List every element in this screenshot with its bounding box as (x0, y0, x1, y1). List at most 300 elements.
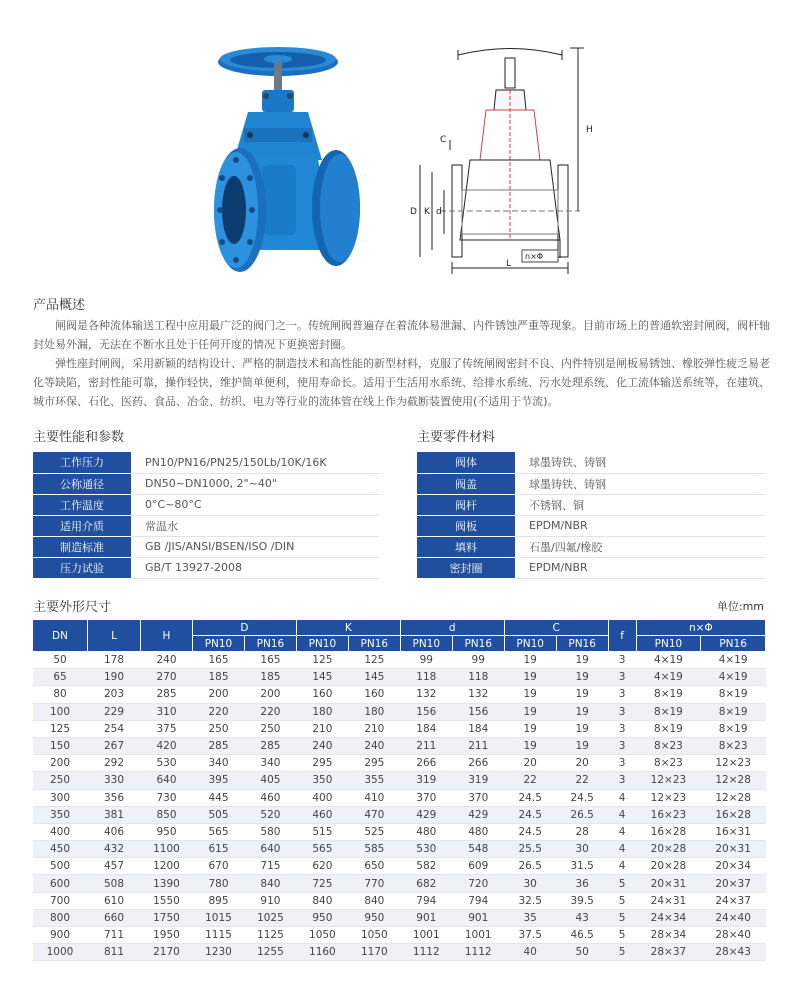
table-cell: 3 (608, 652, 636, 669)
drawing-label-d-outer: D (410, 207, 417, 217)
table-cell: 180 (348, 703, 400, 720)
table-cell: 118 (452, 669, 504, 686)
table-cell: 500 (33, 858, 88, 875)
table-cell: 22 (556, 772, 608, 789)
table-cell: 319 (452, 772, 504, 789)
materials-value: 球墨铸铁、铸钢 (515, 452, 765, 473)
sub-pn10: PN10 (504, 636, 556, 652)
table-cell: 3 (608, 703, 636, 720)
table-cell: 240 (348, 737, 400, 754)
overview-text (33, 316, 773, 411)
table-cell: 406 (88, 823, 141, 840)
sub-pn16: PN16 (701, 636, 766, 652)
table-cell: 8×23 (701, 737, 766, 754)
params-table (33, 452, 379, 579)
params-value: GB /JIS/ANSI/BSEN/ISO /DIN (131, 536, 379, 557)
table-cell: 4 (608, 858, 636, 875)
table-cell: 178 (88, 652, 141, 669)
table-row (33, 652, 766, 669)
table-cell: 270 (141, 669, 193, 686)
table-cell: 250 (193, 720, 245, 737)
table-cell: 901 (400, 909, 452, 926)
table-cell: 375 (141, 720, 193, 737)
table-cell: 340 (193, 755, 245, 772)
materials-table (417, 452, 765, 579)
table-cell: 24×40 (701, 909, 766, 926)
table-cell: 292 (88, 755, 141, 772)
table-cell: 125 (348, 652, 400, 669)
drawing-label-nphi: n×Φ (525, 252, 544, 261)
table-cell: 36 (556, 875, 608, 892)
table-cell: 5 (608, 875, 636, 892)
table-cell: 480 (452, 823, 504, 840)
col-h: H (141, 620, 193, 652)
materials-key: 阀盖 (417, 473, 515, 494)
table-cell: 840 (348, 892, 400, 909)
table-cell: 99 (452, 652, 504, 669)
materials-value: 球墨铸铁、铸钢 (515, 473, 765, 494)
drawing-label-d-inner: d (436, 207, 442, 217)
table-cell: 715 (244, 858, 296, 875)
drawing-label-c: C (440, 135, 447, 145)
table-cell: 4 (608, 823, 636, 840)
sub-pn16: PN16 (244, 636, 296, 652)
table-row (33, 892, 766, 909)
materials-row (417, 536, 765, 557)
table-cell: 310 (141, 703, 193, 720)
table-cell: 1170 (348, 944, 400, 961)
col-d-outer: D (193, 620, 297, 636)
overview-title: 产品概述 (33, 298, 86, 313)
table-cell: 525 (348, 823, 400, 840)
table-cell: 26.5 (556, 806, 608, 823)
sub-pn10: PN10 (636, 636, 701, 652)
table-cell: 4 (608, 789, 636, 806)
table-cell: 240 (141, 652, 193, 669)
col-l: L (88, 620, 141, 652)
params-key: 公称通径 (33, 473, 131, 494)
table-cell: 330 (88, 772, 141, 789)
table-cell: 24×31 (636, 892, 701, 909)
col-k: K (296, 620, 400, 636)
table-cell: 28 (556, 823, 608, 840)
params-title: 主要性能和参数 (33, 430, 125, 445)
table-cell: 850 (141, 806, 193, 823)
table-cell: 160 (296, 686, 348, 703)
table-cell: 4 (608, 841, 636, 858)
dims-title: 主要外形尺寸 (33, 600, 112, 615)
materials-key: 密封圈 (417, 557, 515, 578)
table-cell: 3 (608, 755, 636, 772)
table-cell: 565 (296, 841, 348, 858)
table-cell: 457 (88, 858, 141, 875)
table-cell: 8×19 (636, 686, 701, 703)
table-cell: 267 (88, 737, 141, 754)
table-cell: 400 (33, 823, 88, 840)
table-cell: 211 (400, 737, 452, 754)
table-cell: 37.5 (504, 927, 556, 944)
table-cell: 39.5 (556, 892, 608, 909)
table-cell: 12×23 (636, 772, 701, 789)
table-cell: 405 (244, 772, 296, 789)
table-cell: 460 (244, 789, 296, 806)
drawing-label-k: K (424, 207, 430, 217)
table-cell: 125 (33, 720, 88, 737)
table-cell: 19 (556, 652, 608, 669)
table-cell: 1390 (141, 875, 193, 892)
table-cell: 450 (33, 841, 88, 858)
sub-pn10: PN10 (296, 636, 348, 652)
table-cell: 24.5 (504, 823, 556, 840)
table-cell: 950 (141, 823, 193, 840)
table-row (33, 841, 766, 858)
materials-value: EPDM/NBR (515, 515, 765, 536)
table-cell: 184 (452, 720, 504, 737)
params-key: 工作压力 (33, 452, 131, 473)
table-cell: 254 (88, 720, 141, 737)
col-c: C (504, 620, 608, 636)
table-cell: 8×19 (701, 686, 766, 703)
materials-row (417, 557, 765, 578)
table-cell: 515 (296, 823, 348, 840)
table-row (33, 875, 766, 892)
materials-row (417, 515, 765, 536)
table-cell: 4 (608, 806, 636, 823)
table-cell: 580 (244, 823, 296, 840)
table-cell: 19 (504, 703, 556, 720)
col-d-inner: d (400, 620, 504, 636)
table-cell: 3 (608, 737, 636, 754)
table-cell: 770 (348, 875, 400, 892)
table-cell: 350 (33, 806, 88, 823)
table-cell: 20×37 (701, 875, 766, 892)
table-cell: 1550 (141, 892, 193, 909)
table-cell: 200 (33, 755, 88, 772)
sub-pn16: PN16 (452, 636, 504, 652)
table-row (33, 858, 766, 875)
table-cell: 19 (504, 652, 556, 669)
table-cell: 1115 (193, 927, 245, 944)
col-f: f (608, 620, 636, 652)
params-value: DN50~DN1000, 2"~40" (131, 473, 379, 494)
table-cell: 356 (88, 789, 141, 806)
table-cell: 1000 (33, 944, 88, 961)
materials-row (417, 473, 765, 494)
params-row (33, 452, 379, 473)
table-cell: 565 (193, 823, 245, 840)
table-cell: 3 (608, 772, 636, 789)
table-cell: 800 (33, 909, 88, 926)
table-cell: 670 (193, 858, 245, 875)
table-cell: 285 (244, 737, 296, 754)
materials-key: 阀体 (417, 452, 515, 473)
table-cell: 8×19 (701, 720, 766, 737)
table-cell: 1001 (452, 927, 504, 944)
table-cell: 1255 (244, 944, 296, 961)
table-cell: 720 (452, 875, 504, 892)
dims-unit: 单位:mm (716, 600, 764, 613)
table-cell: 582 (400, 858, 452, 875)
table-cell: 156 (400, 703, 452, 720)
table-cell: 20 (504, 755, 556, 772)
table-cell: 165 (244, 652, 296, 669)
materials-row (417, 494, 765, 515)
table-cell: 12×28 (701, 772, 766, 789)
table-cell: 340 (244, 755, 296, 772)
table-cell: 80 (33, 686, 88, 703)
table-cell: 19 (556, 669, 608, 686)
sub-pn16: PN16 (556, 636, 608, 652)
materials-value: EPDM/NBR (515, 557, 765, 578)
table-row (33, 720, 766, 737)
table-cell: 620 (296, 858, 348, 875)
table-cell: 125 (296, 652, 348, 669)
table-cell: 660 (88, 909, 141, 926)
table-cell: 1200 (141, 858, 193, 875)
table-cell: 12×23 (701, 755, 766, 772)
table-cell: 35 (504, 909, 556, 926)
table-cell: 610 (88, 892, 141, 909)
table-cell: 16×28 (636, 823, 701, 840)
table-row (33, 755, 766, 772)
table-cell: 640 (244, 841, 296, 858)
table-cell: 28×34 (636, 927, 701, 944)
table-cell: 505 (193, 806, 245, 823)
table-cell: 28×43 (701, 944, 766, 961)
table-cell: 118 (400, 669, 452, 686)
overview-paragraph-2: 弹性座封闸阀，采用新颖的结构设计、严格的制造技术和高性能的新型材料，克服了传统闸阀密封不良、内件特别是闸板易锈蚀、橡胶弹性疲乏易老化等缺陷，密封性能可靠，操作轻快，维护简单便利，使用寿命长。适用于生活用水系统、给排水系统、污水处理系统、化工流体输送系统等，在建筑、城市环保、石化、医药、食品、冶金、纺织、电力等行业的流体管在线上作为截断装置使用(不适用于节流)。 (33, 357, 770, 408)
table-cell: 530 (400, 841, 452, 858)
table-cell: 190 (88, 669, 141, 686)
materials-value: 石墨/四氟/橡胶 (515, 536, 765, 557)
table-cell: 429 (400, 806, 452, 823)
table-cell: 520 (244, 806, 296, 823)
table-cell: 132 (452, 686, 504, 703)
params-value: PN10/PN16/PN25/150Lb/10K/16K (131, 452, 379, 473)
table-cell: 200 (244, 686, 296, 703)
table-cell: 24.5 (504, 806, 556, 823)
table-row (33, 909, 766, 926)
params-row (33, 515, 379, 536)
table-cell: 319 (400, 772, 452, 789)
dims-table (32, 619, 766, 961)
params-key: 工作温度 (33, 494, 131, 515)
table-cell: 19 (556, 686, 608, 703)
table-cell: 145 (348, 669, 400, 686)
col-dn: DN (33, 620, 88, 652)
table-cell: 548 (452, 841, 504, 858)
table-cell: 5 (608, 927, 636, 944)
table-cell: 20×31 (636, 875, 701, 892)
table-cell: 210 (348, 720, 400, 737)
table-cell: 31.5 (556, 858, 608, 875)
table-cell: 160 (348, 686, 400, 703)
table-cell: 132 (400, 686, 452, 703)
table-cell: 811 (88, 944, 141, 961)
table-cell: 700 (33, 892, 88, 909)
params-row (33, 536, 379, 557)
valve-drawing (420, 48, 584, 274)
sub-pn10: PN10 (400, 636, 452, 652)
table-cell: 1100 (141, 841, 193, 858)
table-cell: 4×19 (701, 652, 766, 669)
table-cell: 150 (33, 737, 88, 754)
table-cell: 295 (348, 755, 400, 772)
table-row (33, 789, 766, 806)
table-cell: 585 (348, 841, 400, 858)
table-cell: 8×19 (636, 720, 701, 737)
table-cell: 20 (556, 755, 608, 772)
sub-pn16: PN16 (348, 636, 400, 652)
materials-title: 主要零件材料 (417, 430, 496, 445)
table-cell: 445 (193, 789, 245, 806)
table-cell: 100 (33, 703, 88, 720)
table-cell: 50 (33, 652, 88, 669)
table-cell: 395 (193, 772, 245, 789)
table-cell: 220 (244, 703, 296, 720)
table-cell: 99 (400, 652, 452, 669)
sub-pn10: PN10 (193, 636, 245, 652)
table-cell: 25.5 (504, 841, 556, 858)
table-cell: 895 (193, 892, 245, 909)
table-row (33, 669, 766, 686)
table-cell: 901 (452, 909, 504, 926)
table-cell: 2170 (141, 944, 193, 961)
table-cell: 24×37 (701, 892, 766, 909)
table-cell: 8×23 (636, 737, 701, 754)
table-cell: 1015 (193, 909, 245, 926)
table-cell: 355 (348, 772, 400, 789)
table-cell: 1001 (400, 927, 452, 944)
table-cell: 480 (400, 823, 452, 840)
table-cell: 1950 (141, 927, 193, 944)
table-cell: 794 (452, 892, 504, 909)
table-cell: 460 (296, 806, 348, 823)
table-cell: 1230 (193, 944, 245, 961)
table-row (33, 703, 766, 720)
table-cell: 229 (88, 703, 141, 720)
table-cell: 266 (452, 755, 504, 772)
table-row (33, 806, 766, 823)
table-cell: 711 (88, 927, 141, 944)
drawing-label-l: L (506, 259, 512, 269)
table-cell: 530 (141, 755, 193, 772)
table-cell: 1050 (296, 927, 348, 944)
table-cell: 203 (88, 686, 141, 703)
table-row (33, 944, 766, 961)
table-cell: 840 (244, 875, 296, 892)
params-value: 常温水 (131, 515, 379, 536)
table-cell: 1112 (452, 944, 504, 961)
table-cell: 429 (452, 806, 504, 823)
params-value: GB/T 13927-2008 (131, 557, 379, 578)
table-cell: 8×19 (636, 703, 701, 720)
table-cell: 370 (452, 789, 504, 806)
table-cell: 1750 (141, 909, 193, 926)
table-cell: 12×23 (636, 789, 701, 806)
product-hero (0, 0, 798, 290)
table-cell: 250 (244, 720, 296, 737)
table-cell: 32.5 (504, 892, 556, 909)
table-cell: 200 (193, 686, 245, 703)
table-cell: 1160 (296, 944, 348, 961)
table-cell: 609 (452, 858, 504, 875)
table-cell: 5 (608, 892, 636, 909)
table-cell: 4×19 (636, 669, 701, 686)
table-cell: 840 (296, 892, 348, 909)
table-cell: 24.5 (504, 789, 556, 806)
table-cell: 640 (141, 772, 193, 789)
table-cell: 370 (400, 789, 452, 806)
table-cell: 19 (556, 737, 608, 754)
table-cell: 730 (141, 789, 193, 806)
table-cell: 19 (504, 669, 556, 686)
params-key: 压力试验 (33, 557, 131, 578)
materials-row (417, 452, 765, 473)
table-cell: 12×28 (701, 789, 766, 806)
table-cell: 24×34 (636, 909, 701, 926)
table-cell: 1112 (400, 944, 452, 961)
table-cell: 266 (400, 755, 452, 772)
params-value: 0°C~80°C (131, 494, 379, 515)
table-cell: 381 (88, 806, 141, 823)
table-cell: 240 (296, 737, 348, 754)
table-cell: 900 (33, 927, 88, 944)
table-cell: 19 (504, 720, 556, 737)
table-cell: 8×23 (636, 755, 701, 772)
materials-key: 阀板 (417, 515, 515, 536)
table-cell: 508 (88, 875, 141, 892)
table-cell: 470 (348, 806, 400, 823)
table-cell: 682 (400, 875, 452, 892)
table-cell: 350 (296, 772, 348, 789)
table-cell: 20×34 (701, 858, 766, 875)
table-cell: 145 (296, 669, 348, 686)
table-cell: 185 (244, 669, 296, 686)
table-cell: 22 (504, 772, 556, 789)
params-row (33, 557, 379, 578)
table-cell: 50 (556, 944, 608, 961)
table-cell: 28×37 (636, 944, 701, 961)
table-cell: 19 (504, 737, 556, 754)
table-cell: 285 (141, 686, 193, 703)
table-cell: 185 (193, 669, 245, 686)
table-cell: 285 (193, 737, 245, 754)
table-cell: 65 (33, 669, 88, 686)
table-row (33, 737, 766, 754)
table-cell: 30 (556, 841, 608, 858)
table-row (33, 686, 766, 703)
table-cell: 156 (452, 703, 504, 720)
table-cell: 5 (608, 909, 636, 926)
table-cell: 910 (244, 892, 296, 909)
materials-key: 填料 (417, 536, 515, 557)
materials-key: 阀杆 (417, 494, 515, 515)
table-cell: 40 (504, 944, 556, 961)
table-cell: 28×40 (701, 927, 766, 944)
table-row (33, 927, 766, 944)
table-cell: 165 (193, 652, 245, 669)
table-cell: 1125 (244, 927, 296, 944)
table-cell: 16×28 (701, 806, 766, 823)
table-cell: 300 (33, 789, 88, 806)
table-cell: 16×31 (701, 823, 766, 840)
valve-photo (214, 47, 360, 272)
table-cell: 26.5 (504, 858, 556, 875)
table-cell: 20×31 (701, 841, 766, 858)
table-cell: 16×23 (636, 806, 701, 823)
table-cell: 20×28 (636, 841, 701, 858)
